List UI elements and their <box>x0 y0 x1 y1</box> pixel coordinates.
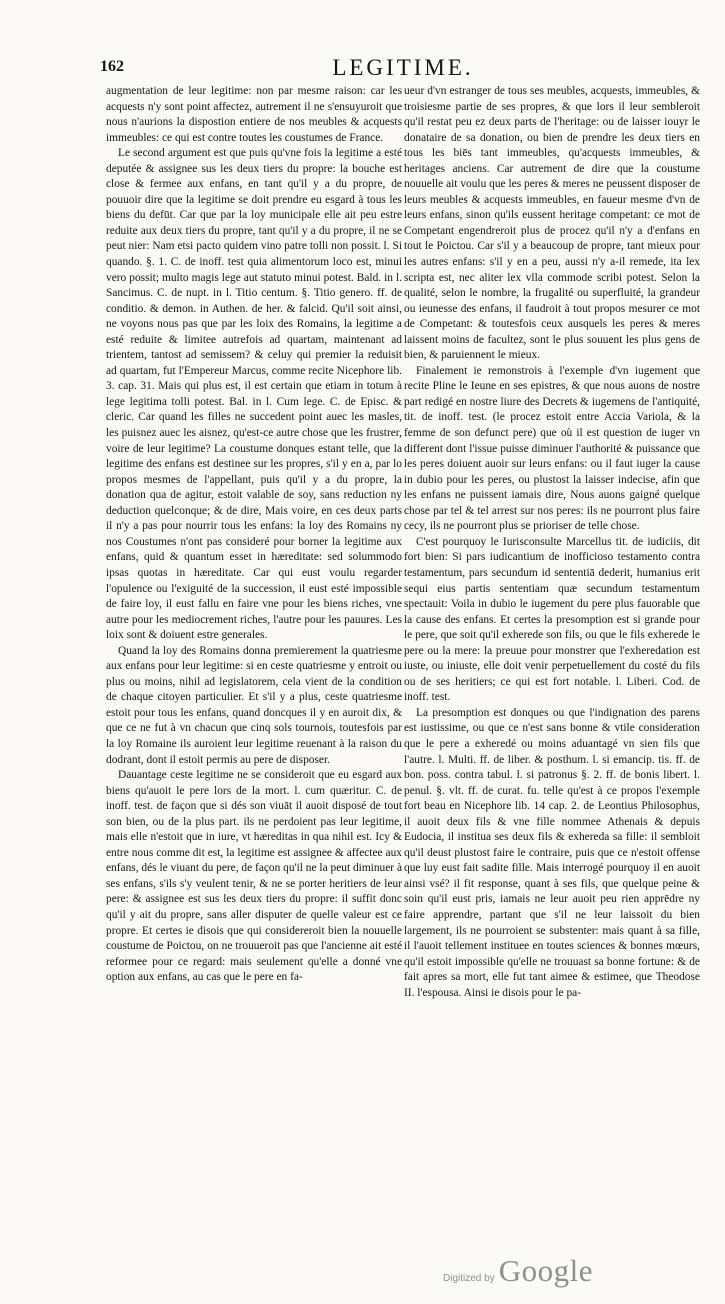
paragraph: Quand la loy des Romains donna premierement la quatriesme aux enfans pour leur legitime: si en ceste quatriesme y entroit ou plus ou moins, nihil ad legislatorem, cela vient de la condition de chaque citoyen particulier. Et s'il y a plus, ceste quatriesme estoit pour tous les enfans, quand doncques il y en auroit dix, & que ce ne fut à vn chacun que cinq sols tournois, toutesfois par la loy Romaine ils auroient leur legitime reuenant à la raison du dodrant, dont il estoit permis au pere de disposer. <box>106 644 402 766</box>
page-number: 162 <box>100 58 124 75</box>
left-column <box>106 84 402 986</box>
paragraph: La presomption est donques ou que l'indignation des parens est iustissime, ou que ce n'est sans bonne & vtile consideration que le pere a exheredé ou moins aduantagé vn sien fils que l'autre. l. Multi. ff. de liber. & posthum. l. si emancip. tis. ff. de bon. poss. contra tabul. l. si patronus §. 2. ff. de bonis libert. l. penul. §. vlt. ff. de curat. fu. telle qu'est à ce propos l'exemple fort beau en Nicephore lib. 14 cap. 2. de Leontius Philosophus, il auoit deux fils & vne fille nommee Athenais & depuis Eudocia, il institua ses deux fils & exhereda sa fille: il sembloit qu'il deust plustost faire le contraire, puis que ce n'estoit offense que luy eust fait sadite fille. Mais interrogé pourquoy il en auoit ainsi vsé? il fit response, quant à ses fils, que quelque peine & soin qu'il eust pris, iamais ne leur auoit peu rien apprēdre ny faire apprendre, partant que s'il ne leur laissoit du bien largement, ils ne pourroient se substenter: mais quant à sa fille, il l'auoit tellement instituee en toutes sciences & bonnes mœurs, qu'il estoit impossible qu'elle ne trouuast sa bonne fortune: & de fait apres sa mort, elle fut tant aimee & estimee, que Theodose II. l'espousa. Ainsi ie disois pour le pa- <box>404 706 700 999</box>
paragraph: C'est pourquoy le Iurisconsulte Marcellus tit. de iudiciis, dit fort bien: Si pars iudicantium de inofficioso testamento contra testamentum, pars secundum id sententiā dederit, humanius erit sequi eius partis sententiam quæ secundum testamentum spectauit: Voila in dubio le iugement du pere plus fauorable que la cause des enfans. Et certes la presomption est si grande pour le pere, que soit qu'il exherede son fils, ou que le fils exherede le pere ou la mere: la preuue pour monstrer que l'exheredation est iuste, ou iniuste, elle doit venir perpetuellement du costé du fils ou de ses heritiers; ce qui est fort notable. l. Liberi. Cod. de inoff. test. <box>404 535 700 704</box>
paragraph: augmentation de leur legitime: non par mesme raison: car les acquests n'y sont point affectez, autrement il ne s'ensuyuroit que nous n'aurions la dispostion entiere de nos meubles & acquests immeubles: ce qui est contre toutes les coustumes de France. <box>106 85 402 144</box>
paragraph: Dauantage ceste legitime ne se consideroit que eu esgard aux biens qu'auoit le pere lors de la mort. l. cum quæritur. C. de inoff. test. de façon que si dés son viuāt il auoit disposé de tout son bien, ou de la plus part. ils ne perdoient pas leur legitime, mais elle n'estoit que in iure, vt hæreditas in qua nihil est. Icy & entre nous comme dit est, la legitime est assignee & affectee aux enfans, dés le viuant du pere, de façon qu'il ne la peut diminuer à ses enfans, s'ils s'y veulent tenir, & ne se porter heritiers de leur pere: & assignee est sus les deux tiers du propre: il suffit donc qu'il y ait du propre, sans aller disputer de quelle valeur est ce propre. Et certes ie disois que qui considereroit bien la nouuelle coustume de Poictou, on ne trouueroit pas que l'ancienne ait esté reformee pour ce regard: mais seulement qu'elle a donné vne option aux enfans, au cas que le pere en fa- <box>106 769 402 984</box>
right-column <box>404 84 700 1001</box>
watermark-brand: Google <box>498 1253 593 1288</box>
digitization-watermark <box>443 1253 593 1289</box>
paragraph: Le second argument est que puis qu'vne fois la legitime a esté deputée & assignee sus les deux tiers du propre: la bouche est close & fermee aux enfans, en tant qu'il y a du propre, de pouuoir dire que la legitime se doit prendre eu esgard à tous les biens du defūt. Car que par la loy municipale elle ait peu estre reduite aux deux tiers du propre, tant qu'il y a du propre, il ne se peut nier: Nam etsi pacto quidem vino patre tolli non possit. l. Si quando. §. 1. C. de inoff. test quia alimentorum loco est, minui vero possit; multo magis lege aut statuto minui potest. Bald. in l. Sancimus. C. de nupt. in l. Titio centum. §. Titio genero. ff. de conditio. & demon. in Authen. de her. & falcid. Qu'il soit ainsi, ne voyons nous pas que par les loix des Romains, la legitime a esté reduite & limitee autrefois ad quartam, maintenant ad trientem, tantost ad semissem? & celuy qui premier la reduisit ad quartam, fut l'Empereur Marcus, comme recite Nicephore lib. 3. cap. 31. Mais qui plus est, il est certain que etiam in totum à lege legitima tolli potest. Bal. in l. Cum lege. C. de Episc. & cleric. Car quand les filles ne succedent point auec les masles, les puisnez auec les aisnez, qu'est-ce autre chose que les frustrer, voire de leur legitime? La coustume donques estant telle, que la legitime des enfans est destinee sur les propres, s'il y en a, par lo propos mesmes de l'appellant, puis qu'il y a du propre, la donation qua de agitur, estoit valable de soy, sans reduction ny deduction quelconque; & de dire, Mais voire, en ces deux parts il n'y a pas pour nourrir tous les enfans: la loy des Romains ny nos Coustumes n'ont pas consideré pour borner la legitime aux enfans, quid & quantum esset in hæreditate: sed solummodo ipsas quotas in hæreditate. Car qui eust voulu regarder l'opulence ou l'exiguité de la succession, il eust esté impossible de faire loy, il eust fallu en faire vne pour les biens riches, vne autre pour les mediocrement riches, l'autre pour les pauures. Les loix sont & doiuent estre generales. <box>106 147 402 642</box>
running-head: LEGITIME. <box>332 55 474 80</box>
paragraph: Finalement ie remonstrois à l'exemple d'vn iugement que recite Pline le Ieune en ses epistres, & que nous auons de nostre part redigé en nostre liure des Decrets & iugemens de l'antiquité, tit. de inoff. test. (le procez estoit entre Accia Variola, & la femme de son defunct pere) que où il est question de iuger vn different dont l'issue puisse diminuer l'authorité & puissance que les peres doiuent auoir sur leurs enfans: ou il faut iuger la cause in dubio pour les peres, ou plustost la laisser indecise, afin que les enfans ne puissent iamais dire, Nous auons gaigné quelque chose par tel & tel arrest sur nos peres: ils ne pourront plus faire cecy, ils ne pourront plus se prioriser de telle chose. <box>404 364 700 533</box>
watermark-label: Digitized by <box>443 1273 495 1284</box>
paragraph: ueur d'vn estranger de tous ses meubles, acquests, immeubles, & troisiesme partie de ses propres, & que lors il leur sembleroit qu'il restat peu ez deux parts de l'heritage: ou de laisser iouyr le donataire de sa donation, ou bien de prendre les deux tiers en tous les biēs tant immeubles, qu'acquests immeubles, & heritages anciens. Car autrement de dire que la coustume nouuelle ait voulu que les peres & meres ne peussent disposer de leurs meubles & acquests immeubles, en faueur mesme d'vn de leurs enfans, sinon qu'ils eussent heritage competant: ce mot de Competant engendreroit plus de procez qu'il n'y a d'enfans en tout le Poictou. Car s'il y a beaucoup de propre, tant mieux pour les autres enfans: s'il y en a peu, aussi n'y a-il remede, ita lex scripta est, nec aliter lex vlla commode scribi potest. Selon la qualité, selon le nombre, la frugalité ou superfluité, la grandeur ou ieunesse des enfans, il faudroit à tout propos mesurer ce mot de Competant: & toutesfois ceux ausquels les peres & meres laissent moins de facultez, sont le plus souuent les plus gens de bien, & paruiennent le mieux. <box>404 85 700 362</box>
